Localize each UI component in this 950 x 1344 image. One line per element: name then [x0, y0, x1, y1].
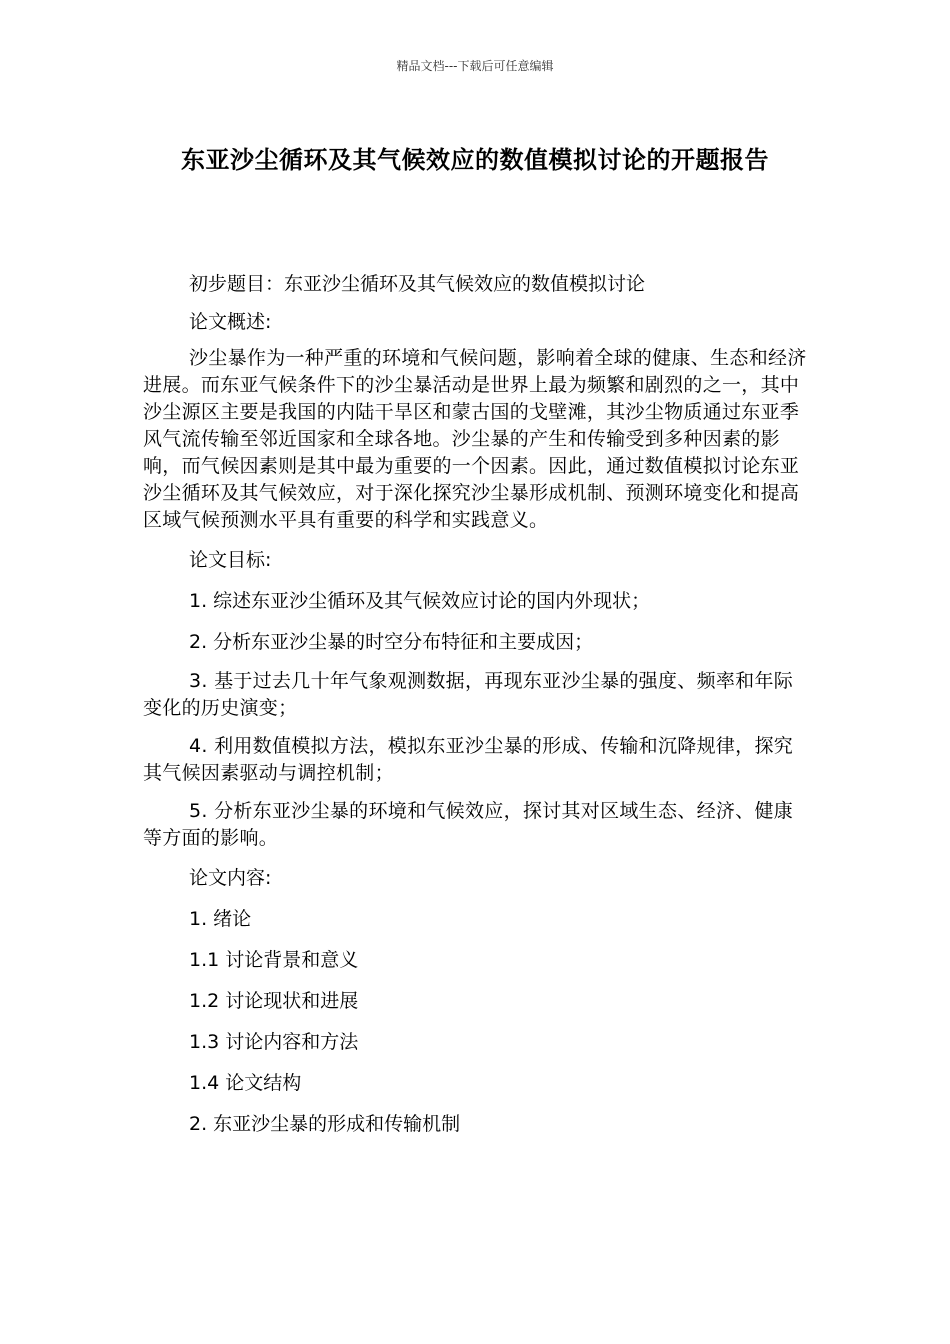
document-body: [143, 269, 807, 1139]
goals-heading: 论文目标:: [189, 549, 272, 571]
outline-item-1: 1. 绪论: [189, 908, 252, 930]
document-title: 东亚沙尘循环及其气候效应的数值模拟讨论的开题报告: [181, 146, 769, 174]
outline-item-1-3: 1.3 讨论内容和方法: [189, 1031, 359, 1053]
outline-item-1-1: 1.1 讨论背景和意义: [189, 949, 359, 971]
page-header-note: 精品文档---下载后可任意编辑: [396, 59, 554, 73]
content-heading: 论文内容:: [189, 867, 272, 889]
overview-body: 沙尘暴作为一种严重的环境和气候问题，影响着全球的健康、生态和经济进展。而东亚气候条件下的沙尘暴活动是世界上最为频繁和剧烈的之一，其中沙尘源区主要是我国的内陆干旱区和蒙古国的戈壁滩，其沙尘物质通过东亚季风气流传输至邻近国家和全球各地。沙尘暴的产生和传输受到多种因素的影响，而气候因素则是其中最为重要的一个因素。因此，通过数值模拟讨论东亚沙尘循环及其气候效应，对于深化探究沙尘暴形成机制、预测环境变化和提高区域气候预测水平具有重要的科学和实践意义。: [143, 347, 807, 531]
initial-topic: 初步题目：东亚沙尘循环及其气候效应的数值模拟讨论: [189, 273, 646, 295]
goal-item-4: 4. 利用数值模拟方法，模拟东亚沙尘暴的形成、传输和沉降规律，探究其气候因素驱动与调控机制；: [143, 735, 794, 784]
overview-heading: 论文概述:: [189, 311, 272, 333]
outline-item-2: 2. 东亚沙尘暴的形成和传输机制: [189, 1113, 461, 1135]
goal-item-5: 5. 分析东亚沙尘暴的环境和气候效应，探讨其对区域生态、经济、健康等方面的影响。: [143, 800, 794, 849]
goal-item-2: 2. 分析东亚沙尘暴的时空分布特征和主要成因；: [189, 631, 594, 653]
outline-item-1-2: 1.2 讨论现状和进展: [189, 990, 359, 1012]
outline-item-1-4: 1.4 论文结构: [189, 1072, 302, 1094]
goal-item-1: 1. 综述东亚沙尘循环及其气候效应讨论的国内外现状；: [189, 590, 651, 612]
goal-item-3: 3. 基于过去几十年气象观测数据，再现东亚沙尘暴的强度、频率和年际变化的历史演变；: [143, 670, 794, 719]
